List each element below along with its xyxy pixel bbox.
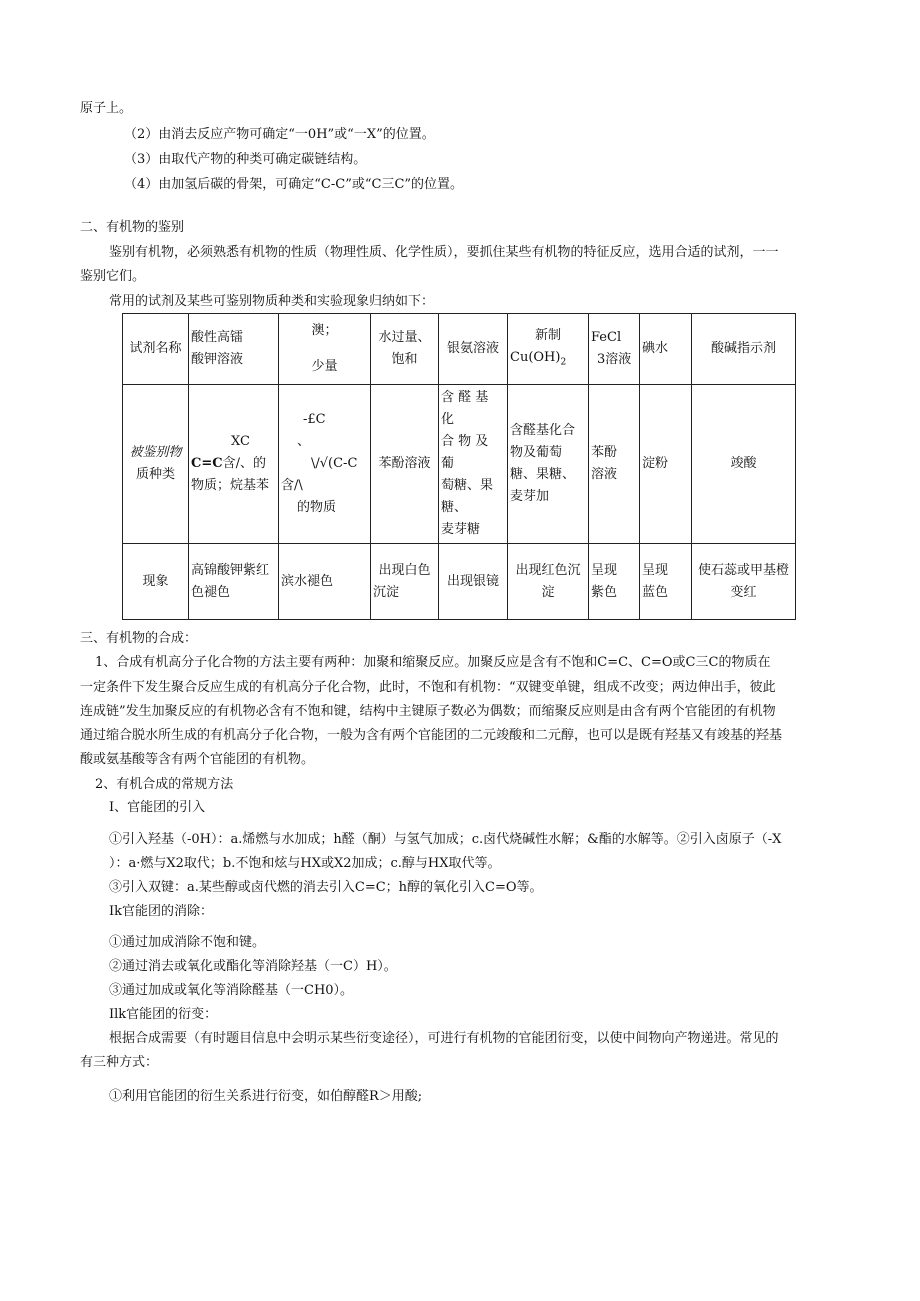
table-cell: 现象: [123, 544, 189, 620]
paragraph-line: ②通过消去或氧化或酯化等消除羟基（一C）H）。: [109, 959, 397, 974]
table-cell: 高锦酸钾紫红 色褪色: [189, 544, 279, 620]
table-cell: XC C=C含/、的 物质；烷基苯: [189, 385, 279, 544]
table-cell: 出现银镜: [439, 544, 508, 620]
table-cell: 苯酚溶液: [371, 385, 439, 544]
table-header-row: [123, 314, 796, 385]
header-cell: 水过量、 饱和: [371, 314, 439, 385]
subsection-title: I、官能团的引入: [109, 800, 206, 815]
header-cell: 碘水: [640, 314, 692, 385]
subsection-title: 2、有机合成的常规方法: [95, 777, 234, 792]
paragraph-line: ①引入羟基（-0H）：a.烯燃与水加成；h醛（酮）与氢气加成；c.卤代烧碱性水解；&酯的水解等。②引入卤原子（-X: [109, 832, 782, 847]
table-cell: 滨水褪色: [279, 544, 371, 620]
header-cell: 试剂名称: [123, 314, 189, 385]
section-title: 二、有机物的鉴别: [80, 220, 185, 235]
header-cell: 新制 $Cu(OH)_2$: [508, 314, 589, 385]
paragraph-line: ①通过加成消除不饱和键。: [109, 935, 266, 950]
paragraph-line: ③引入双键：a.某些醇或卤代燃的消去引入C=C；h醇的氧化引入C=O等。: [109, 880, 543, 895]
paragraph-line: 根据合成需要（有时题目信息中会明示某些衍变途径），可进行有机物的官能团衍变，以使中间物向产物递进。常见的: [109, 1031, 779, 1046]
table-cell: 淀粉: [640, 385, 692, 544]
subsection-title: Ilk官能团的衍变：: [109, 1007, 218, 1022]
paragraph-line: 通过缩合脱水所生成的有机高分子化合物，一般为含有两个官能团的二元竣酸和二元醇，也可以是既有羟基又有竣基的羟基: [80, 728, 783, 743]
paragraph-line: 鉴别它们。: [80, 269, 146, 284]
table-cell: 使石蕊或甲基橙 变红: [692, 544, 796, 620]
header-cell: 酸碱指示剂: [692, 314, 796, 385]
paragraph-line: ）：a·燃与X2取代；b.不饱和炫与HX或X2加成；c.醇与HX取代等。: [109, 856, 501, 871]
table-row: [123, 544, 796, 620]
section-title: 三、有机物的合成：: [80, 631, 198, 646]
paragraph-line: 有三种方式：: [80, 1055, 159, 1070]
text-line: （2）由消去反应产物可确定“一0H”或“一X”的位置。: [124, 127, 435, 142]
table-cell: 出现白色 沉淀: [371, 544, 439, 620]
header-cell: 澳； 少量: [279, 314, 371, 385]
paragraph-line: 鉴别有机物，必须熟悉有机物的性质（物理性质、化学性质），要抓住某些有机物的特征反应，选用合适的试剂，一一: [109, 245, 779, 260]
paragraph-line: 连成链”发生加聚反应的有机物必含有不饱和键，结构中主键原子数必为偶数；而缩聚反应则是由含有两个官能团的有机物: [80, 704, 776, 719]
table-cell: 出现红色沉 淀: [508, 544, 589, 620]
header-cell: FeCl 3溶液: [589, 314, 640, 385]
header-cell: 酸性高镭 酸钾溶液: [189, 314, 279, 385]
table-cell: 含 醛 基 化 合 物 及 葡 萄糖、果糖、 麦芽糖: [439, 385, 508, 544]
table-cell: 呈现 蓝色: [640, 544, 692, 620]
table-cell: 呈现 紫色: [589, 544, 640, 620]
subsection-title: Ik官能团的消除：: [109, 904, 214, 919]
table-cell: 竣酸: [692, 385, 796, 544]
table-cell: 含醛基化合 物及葡萄 糖、果糖、 麦芽加: [508, 385, 589, 544]
text-line: 原子上。: [80, 101, 133, 116]
table-row: [123, 385, 796, 544]
paragraph-line: 一定条件下发生聚合反应生成的有机高分子化合物，此时，不饱和有机物：“双键变单键，组成不改变；两边伸出手，彼此: [80, 680, 776, 695]
paragraph-line: ③通过加成或氧化等消除醛基（一CH0）。: [109, 983, 354, 998]
table-cell: -£C 、 \/√(C-C 含/\ 的物质: [279, 385, 371, 544]
text-line: （3）由取代产物的种类可确定碳链结构。: [124, 152, 367, 167]
paragraph-line: 酸或氨基酸等含有两个官能团的有机物。: [80, 752, 315, 767]
paragraph-line: 1、合成有机高分子化合物的方法主要有两种：加聚和缩聚反应。加聚反应是含有不饱和C=C、C=O或C三C的物质在: [95, 655, 771, 670]
table-cell: 被鉴别物 质种类: [123, 385, 189, 544]
table-cell: 苯酚 溶液: [589, 385, 640, 544]
header-cell: 银氨溶液: [439, 314, 508, 385]
reagent-table: [122, 313, 796, 620]
paragraph-line: 常用的试剂及某些可鉴别物质种类和实验现象归纳如下：: [109, 294, 435, 309]
paragraph-line: ①利用官能团的衍生关系进行衍变，如伯醇醛R＞用酸;: [109, 1089, 423, 1104]
text-line: （4）由加氢后碳的骨架，可确定“C-C”或“C三C”的位置。: [124, 177, 464, 192]
